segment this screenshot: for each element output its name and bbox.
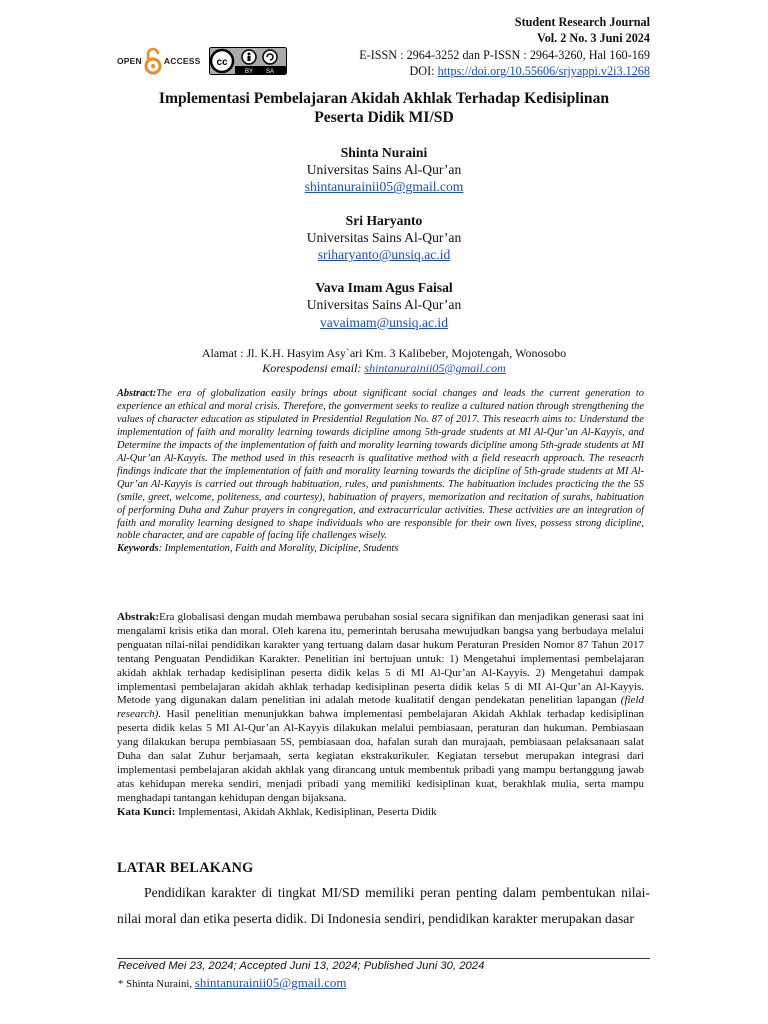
abstract-indonesian [117,611,644,820]
cc-by-sa-icon [209,47,287,75]
journal-name: Student Research Journal [514,15,650,29]
doi-link[interactable]: https://doi.org/10.55606/srjyappi.v2i3.1268 [437,64,650,79]
received-dates: Received Mei 23, 2024; Accepted Juni 13, 2024; Published Juni 30, 2024 [118,960,485,972]
journal-issn: E-ISSN : 2964-3252 dan P-ISSN : 2964-3260, Hal 160-169 [359,47,650,62]
open-access-right-text: ACCESS [163,56,201,66]
abstract-en-label: Abstract: [117,388,157,399]
correspondence-label: Korespodensi email: [262,360,365,375]
footnote-email-link[interactable]: shintanurainii05@gmail.com [194,975,347,990]
author-block [0,144,768,196]
keywords-en-text: : Implementation, Faith and Morality, Dicipline, Students [158,543,399,555]
author-block [0,279,768,331]
abstract-id-label: Abstrak: [117,611,160,623]
open-access-lock-icon [144,47,162,75]
abstract-en-text: The era of globalization easily brings about significant social changes and leads the current generation to experience an ethical and moral crisis. Therefore, the gonverment seeks to realize a cultured nation through strengthening the values of character education as stipulated in Presidential Regulation No. 87 of 2017. This reseacrh aims to: Understand the implementation of faith and morality learning towards dicipline among 5th-grade students at MI Al-Qur’an Al-Kayyis, and Determine the impacts of the implementation of faith and morality learning towards dicipline among 5th-grade students at MI Al-Qur’an Al-Kayyis. The method used in this reseacrh is qualitative method with a field reseacrh approach. The reseacrh findings indicate that the implementation of faith and morality learning towards the dicipline of 5th-grade students at MI Al-Qur’an Al-Kayyis is carried out through habituation, rules, and punishments. The habituation includes practicing the the 5S (smile, greet, welcome, politeness, and courtesy), habituation of prayers, memorization and recitation of surahs, habituation of performing Duha and Zuhur prayers in congregation, and extracurricular activities. These activities are an integration of faith and morality learning designed to shape individuals who are responsible for their own lives, possess strong dicipline, noble character, and are capable of facing life challenges wisely. [117,388,644,542]
author-affiliation: Universitas Sains Al-Qur’an [306,229,462,245]
author-email-link[interactable]: vavaimam@unsiq.ac.id [319,314,449,330]
author-email-link[interactable]: sriharyanto@unsiq.ac.id [317,247,451,263]
journal-header [359,14,650,80]
doi-label: DOI: [409,64,438,79]
address-block [0,346,768,375]
address-text: Alamat : Jl. K.H. Hasyim Asy`ari Km. 3 Kalibeber, Mojotengah, Wonosobo [201,346,567,360]
author-affiliation: Universitas Sains Al-Qur’an [306,162,462,178]
svg-text:cc: cc [215,57,228,68]
keywords-en-label: Keywords [117,543,159,555]
corresponding-footnote [118,975,346,991]
author-affiliation: Universitas Sains Al-Qur’an [306,297,462,313]
footer-divider [117,958,650,959]
abstract-id-text-italic: (field research). [117,694,644,721]
journal-doi [359,63,650,79]
paper-title-line2: Peserta Didik MI/SD [314,108,454,126]
footnote-prefix: * Shinta Nuraini, [118,978,195,990]
author-block [0,212,768,264]
cc-sa-text: SA [265,69,274,75]
paper-title [100,90,668,127]
keywords-en [117,543,644,556]
author-name: Sri Haryanto [345,212,423,228]
license-logos [117,46,287,76]
abstract-id-text-after: Hasil penelitian menunjukkan bahwa implementasi pembelajaran Akidah Akhlak terhadap kedisiplinan peserta didik kelas 5 MI Al-Qur’an Al-Kayyis dilakukan melalui pembiasaan, peraturan dan hukuman. Pembiasaan yang dilakukan berupa pembiasaan 5S, pembiasaan doa, hafalan surah dan murajaah, pembiasaan pelaksanaan salat Duha dan salat Zuhur berjamaah, serta kegiatan ekstrakurikuler. Kegiatan tersebut merupakan integrasi dari implementasi pembelajaran akidah akhlak yang dirancang untuk membentuk pribadi yang mampu bertanggung jawab atas kehidupan mereka sendiri, menjadi pribadi yang memiliki kedisiplinan kuat, berakhlak mulia, serta mampu menghadapi tantangan kehidupan dengan bijaksana. [117,708,644,804]
correspondence-email-link[interactable]: shintanurainii05@gmail.com [364,360,506,375]
open-access-logo [117,47,201,75]
keywords-id-text: Implementasi, Akidah Akhlak, Kedisiplinan, Peserta Didik [175,805,437,818]
cc-by-text: BY [244,69,253,75]
author-email-link[interactable]: shintanurainii05@gmail.com [304,179,464,195]
journal-volume: Vol. 2 No. 3 Juni 2024 [537,31,650,46]
keywords-id-label: Kata Kunci: [117,805,176,818]
author-name: Shinta Nuraini [340,145,428,160]
author-list [0,144,768,347]
keywords-id [117,806,644,820]
abstract-english [117,388,644,556]
author-name: Vava Imam Agus Faisal [315,280,453,296]
paper-title-line1: Implementasi Pembelajaran Akidah Akhlak Terhadap Kedisiplinan [158,90,610,107]
body-paragraph: Pendidikan karakter di tingkat MI/SD memiliki peran penting dalam pembentukan nilai-nilai moral dan etika peserta didik. Di Indonesia sendiri, pendidikan karakter merupakan dasar [117,885,650,926]
section-heading: LATAR BELAKANG [117,860,254,876]
abstract-id-text-before: Era globalisasi dengan mudah membawa perubahan sosial secara signifikan dan menjadikan generasi saat ini mengalami krisis etika dan moral. Oleh karena itu, pemerintah berusaha mewujudkan bangsa yang berbudaya melalui penguatan nilai-nilai pendidikan karakter yang tertuang dalam dasar hukum Peraturan Presiden Nomor 87 Tahun 2017 tentang Penguatan Pendidikan Karakter. Penelitian ini bertujuan untuk: 1) Mengetahui implementasi pembelajaran akidah akhlak terhadap kedisiplinan peserta didik kelas 5 di MI Al-Qur’an Al-Kayyis. 2) Mengetahui dampak implementasi pembelajaran akidah akhlak terhadap kedisiplinan peserta didik kelas 5 di MI Al-Qur’an Al-Kayyis. Metode yang digunakan dalam penelitian ini adalah metode kualitatif dengan pendekatan penelitian lapangan [117,611,644,707]
open-access-left-text: OPEN [117,56,142,66]
correspondence-line [0,361,768,376]
